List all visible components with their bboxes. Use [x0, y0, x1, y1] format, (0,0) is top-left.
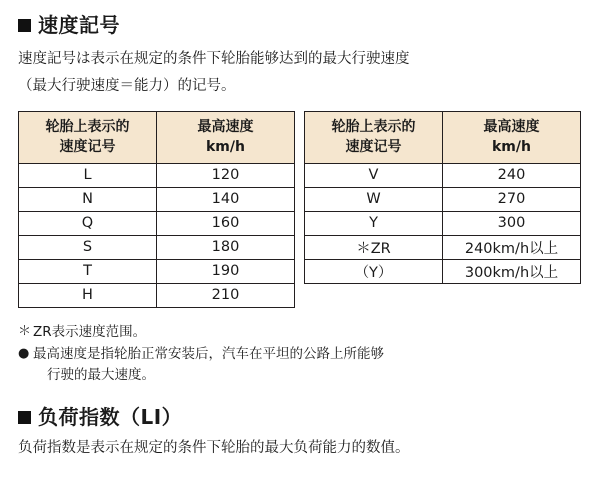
column-header-speed-line2: km/h [206, 139, 245, 156]
table-header-row [19, 111, 295, 163]
table-row [305, 259, 581, 283]
table-row [19, 283, 295, 307]
load-index-heading [18, 406, 582, 428]
speed-symbol-paragraph-line-1: 速度記号は表示在规定的条件下轮胎能够达到的最大行驶速度 [18, 51, 410, 67]
column-header-symbol [19, 111, 157, 163]
cell-speed: 240 [443, 163, 581, 187]
speed-symbol-paragraph-line-2: （最大行驶速度＝能力）的记号。 [18, 78, 236, 95]
note-text-wrapper [33, 344, 582, 386]
cell-speed: 140 [157, 187, 295, 211]
table-row [305, 163, 581, 187]
cell-empty [305, 283, 443, 307]
note-asterisk [18, 322, 582, 343]
table-row [19, 235, 295, 259]
square-bullet-icon [18, 19, 31, 32]
column-header-speed-line1: 最高速度 [197, 118, 254, 135]
cell-speed: 180 [157, 235, 295, 259]
column-header-symbol-line2: 速度记号 [59, 139, 116, 156]
cell-symbol: Q [19, 211, 157, 235]
speed-symbol-heading [18, 14, 582, 36]
table-row [19, 259, 295, 283]
cell-symbol: N [19, 187, 157, 211]
table-row [19, 163, 295, 187]
column-header-speed [443, 111, 581, 163]
cell-symbol: S [19, 235, 157, 259]
cell-speed: 300km/h以上 [443, 259, 581, 283]
note-text-line1: 最高速度是指轮胎正常安装后，汽车在平坦的公路上所能够 [33, 346, 384, 363]
column-header-symbol [305, 111, 443, 163]
note-marker: ● [18, 346, 30, 362]
cell-symbol: （Y） [305, 259, 443, 283]
column-header-symbol-line1: 轮胎上表示的 [331, 118, 416, 135]
column-header-speed-line2: km/h [492, 139, 531, 156]
cell-speed: 300 [443, 211, 581, 235]
speed-symbol-notes [18, 322, 582, 387]
table-row [19, 211, 295, 235]
cell-symbol: ＊ZR [305, 235, 443, 259]
load-index-heading-text: 负荷指数 [38, 405, 120, 430]
cell-speed: 210 [157, 283, 295, 307]
cell-symbol: W [305, 187, 443, 211]
cell-speed: 120 [157, 163, 295, 187]
column-header-speed-line1: 最高速度 [483, 118, 540, 135]
cell-symbol: L [19, 163, 157, 187]
column-header-symbol-line2: 速度记号 [345, 139, 402, 156]
speed-symbol-table-left [18, 111, 295, 308]
speed-symbol-heading-text: 速度記号 [38, 13, 120, 37]
table-row [305, 211, 581, 235]
note-marker: ＊ [18, 323, 32, 339]
table-row [305, 235, 581, 259]
table-row [305, 187, 581, 211]
column-header-speed [157, 111, 295, 163]
speed-symbol-tables [18, 111, 582, 308]
cell-speed: 270 [443, 187, 581, 211]
cell-symbol: Y [305, 211, 443, 235]
cell-symbol: T [19, 259, 157, 283]
note-bullet [18, 344, 582, 386]
cell-speed: 160 [157, 211, 295, 235]
note-text: ZR表示速度范围。 [33, 323, 147, 340]
cell-empty [443, 283, 581, 307]
load-index-paragraph: 负荷指数是表示在规定的条件下轮胎的最大负荷能力的数值。 [18, 440, 410, 457]
table-row [19, 187, 295, 211]
speed-symbol-table-right [304, 111, 581, 307]
cell-symbol: V [305, 163, 443, 187]
cell-speed: 190 [157, 259, 295, 283]
square-bullet-icon [18, 411, 31, 424]
column-header-symbol-line1: 轮胎上表示的 [45, 118, 130, 135]
cell-symbol: H [19, 283, 157, 307]
cell-speed: 240km/h以上 [443, 235, 581, 259]
table-header-row [305, 111, 581, 163]
note-text-line2: 行驶的最大速度。 [47, 367, 155, 384]
load-index-heading-tag: （LI） [120, 405, 183, 430]
table-row-empty [305, 283, 581, 307]
